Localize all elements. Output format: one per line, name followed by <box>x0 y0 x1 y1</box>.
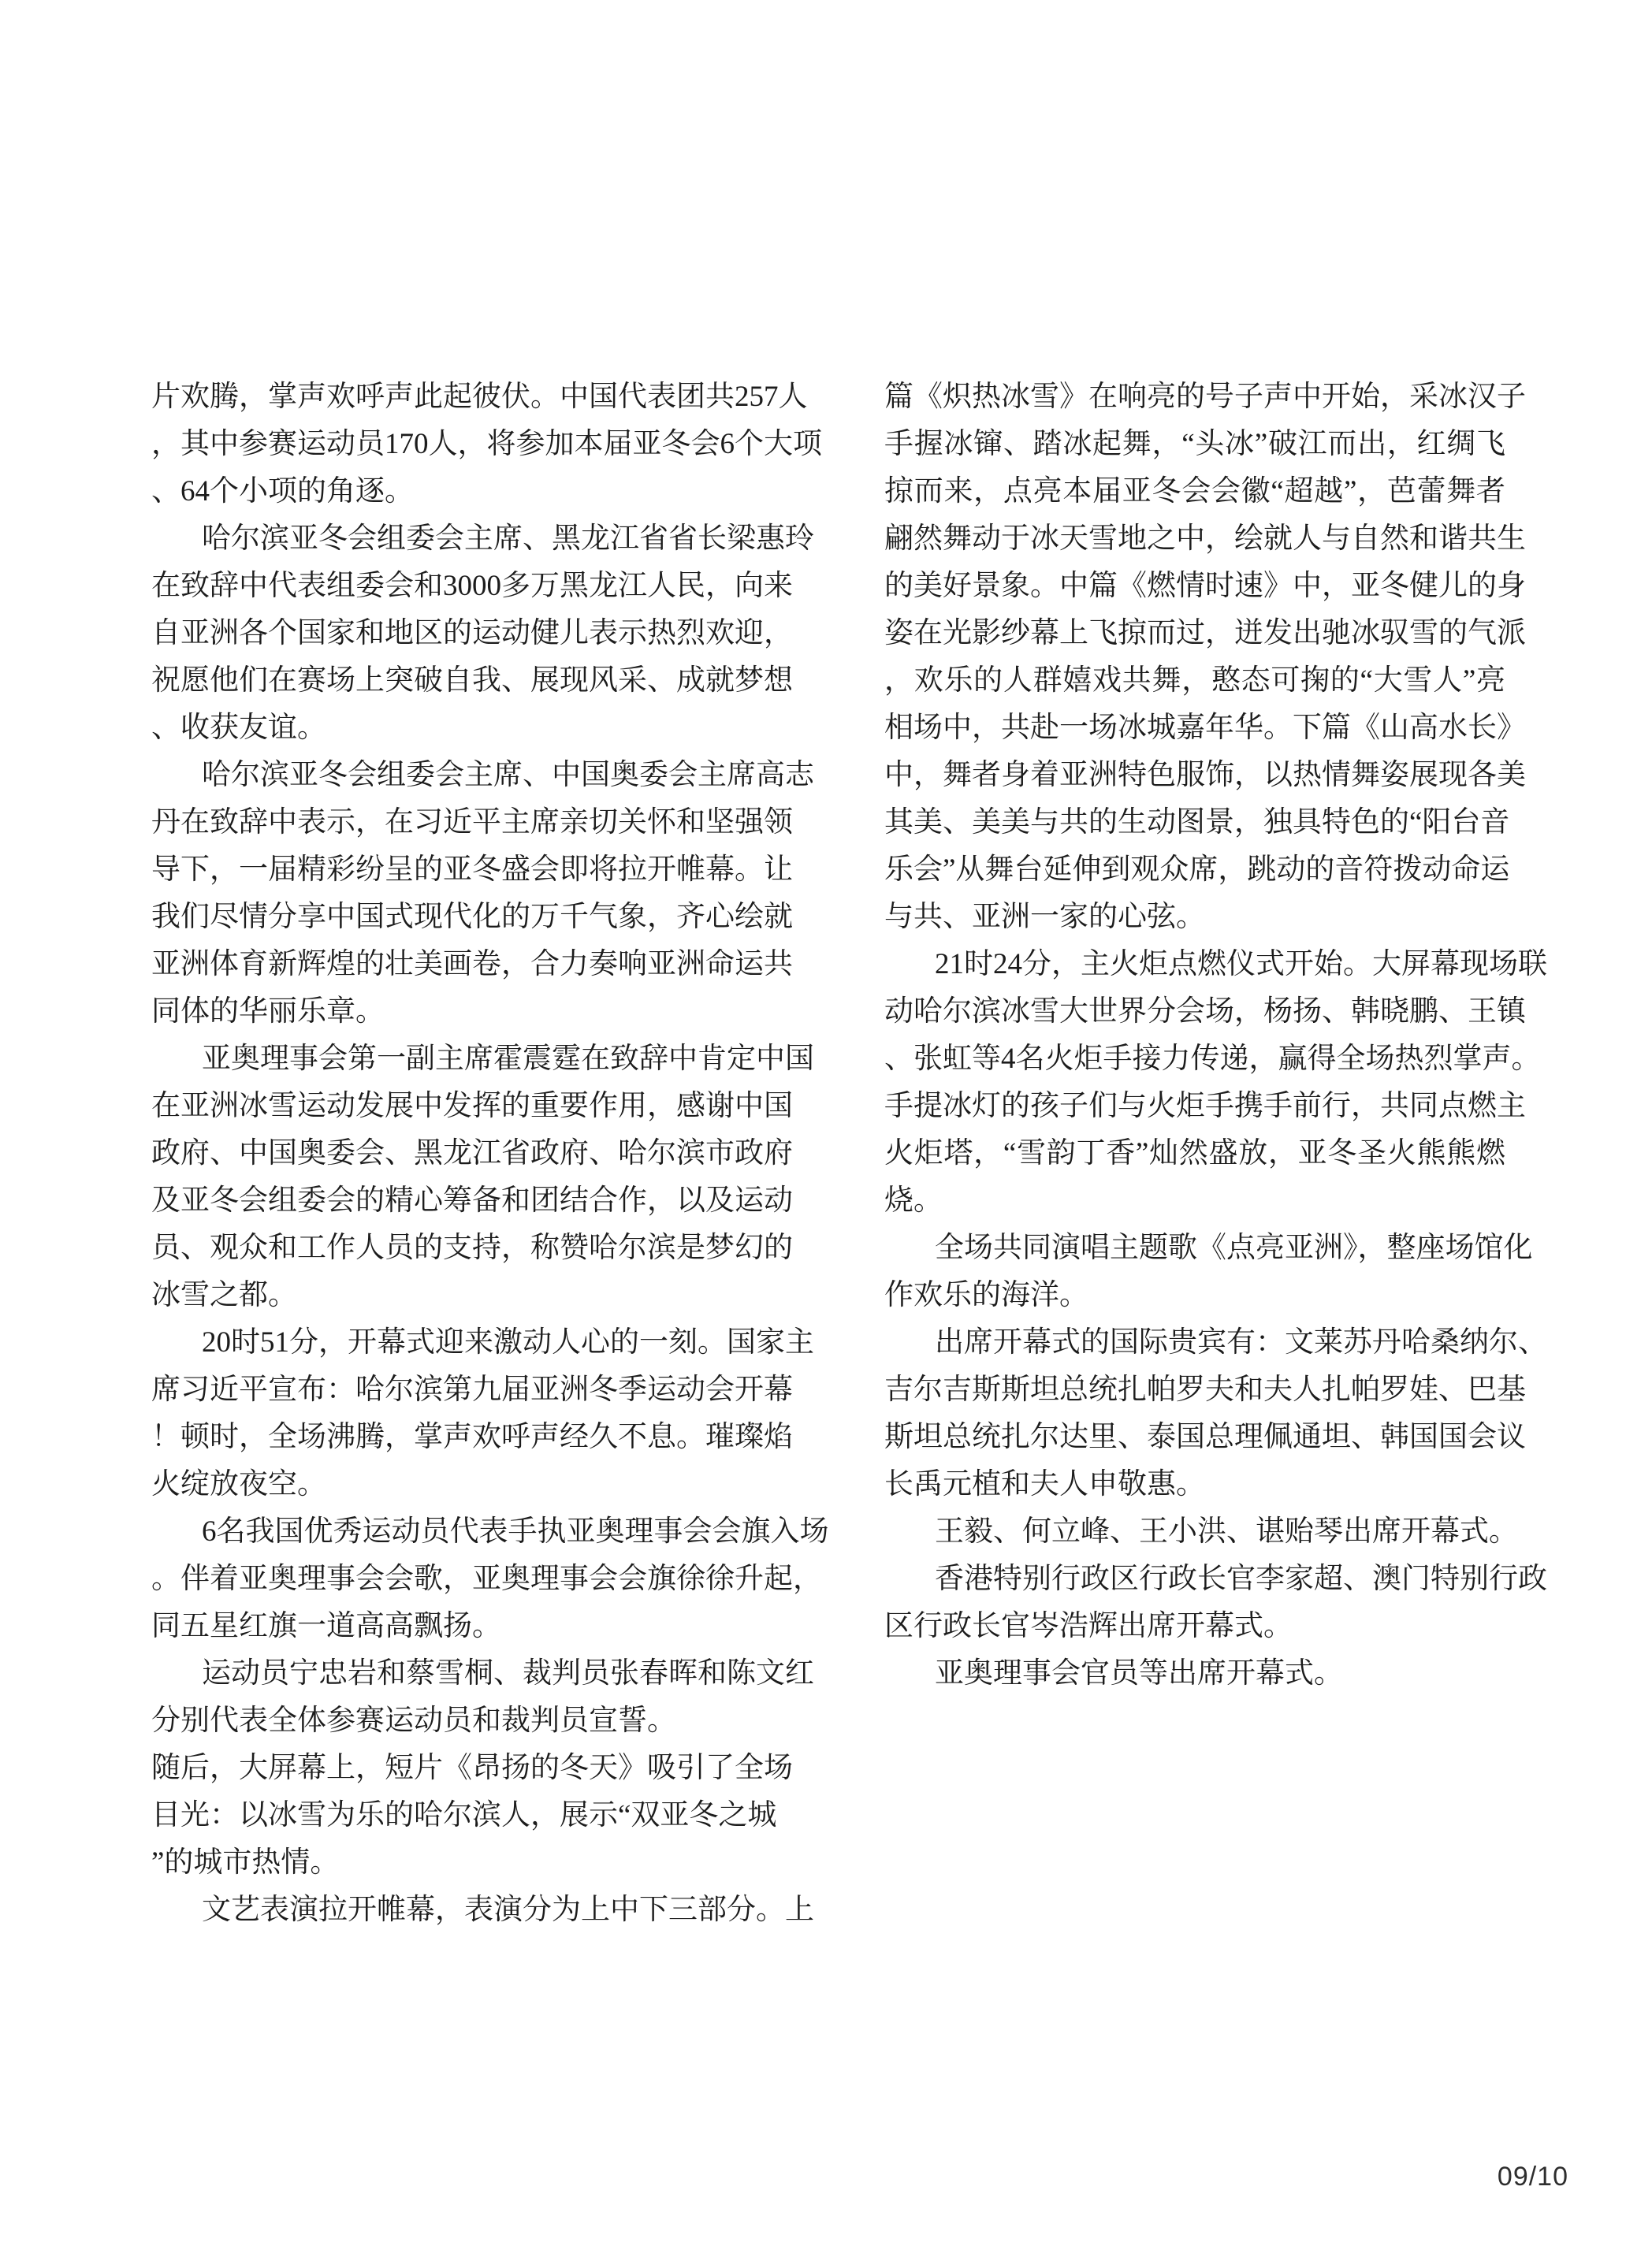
text-line: 与共、亚洲一家的心弦。 <box>884 901 1205 933</box>
text-line: 长禹元植和夫人申敬惠。 <box>884 1468 1205 1500</box>
text-line: 香港特别行政区行政长官李家超、澳门特别行政 <box>935 1563 1547 1595</box>
text-line: 亚奥理事会官员等出席开幕式。 <box>935 1657 1343 1690</box>
text-line: 火绽放夜空。 <box>151 1468 326 1500</box>
text-line: 、64个小项的角逐。 <box>151 475 414 508</box>
text-line: 动哈尔滨冰雪大世界分会场，杨扬、韩晓鹏、王镇 <box>884 995 1526 1028</box>
text-line: 亚洲体育新辉煌的壮美画卷，合力奏响亚洲命运共 <box>151 948 793 980</box>
text-line: 导下，一届精彩纷呈的亚冬盛会即将拉开帷幕。让 <box>151 853 793 886</box>
text-line: 吉尔吉斯斯坦总统扎帕罗夫和夫人扎帕罗娃、巴基 <box>884 1374 1526 1406</box>
text-line: 6名我国优秀运动员代表手执亚奥理事会会旗入场 <box>202 1515 829 1548</box>
text-line: 火炬塔，“雪韵丁香”灿然盛放，亚冬圣火熊熊燃 <box>884 1137 1505 1169</box>
text-line: 姿在光影纱幕上飞掠而过，迸发出驰冰驭雪的气派 <box>884 617 1526 649</box>
text-line: 政府、中国奥委会、黑龙江省政府、哈尔滨市政府 <box>151 1137 793 1169</box>
left-column <box>151 374 829 1934</box>
text-line: 全场共同演唱主题歌《点亮亚洲》，整座场馆化 <box>935 1232 1533 1264</box>
text-line: 手握冰镩、踏冰起舞，“头冰”破江而出，红绸飞 <box>884 428 1505 460</box>
text-line: 20时51分，开幕式迎来激动人心的一刻。国家主 <box>202 1326 814 1359</box>
text-line: 、收获友谊。 <box>151 712 326 744</box>
text-line: ，其中参赛运动员170人，将参加本届亚冬会6个大项 <box>151 428 822 460</box>
text-line: 乐会”从舞台延伸到观众席，跳动的音符拨动命运 <box>884 853 1510 886</box>
text-line: 祝愿他们在赛场上突破自我、展现风采、成就梦想 <box>151 664 793 697</box>
text-line: 哈尔滨亚冬会组委会主席、中国奥委会主席高志 <box>202 759 814 791</box>
text-line: 及亚冬会组委会的精心筹备和团结合作，以及运动 <box>151 1184 793 1217</box>
text-line: 作欢乐的海洋。 <box>884 1279 1088 1311</box>
text-line: ”的城市热情。 <box>151 1846 340 1879</box>
text-line: 亚奥理事会第一副主席霍震霆在致辞中肯定中国 <box>202 1043 814 1075</box>
text-line: 、张虹等4名火炬手接力传递，赢得全场热烈掌声。 <box>884 1043 1541 1075</box>
text-line: 片欢腾，掌声欢呼声此起彼伏。中国代表团共257人 <box>151 381 808 413</box>
text-line: 烧。 <box>884 1184 943 1217</box>
text-line: 席习近平宣布：哈尔滨第九届亚洲冬季运动会开幕 <box>151 1374 793 1406</box>
text-line: 在亚洲冰雪运动发展中发挥的重要作用，感谢中国 <box>151 1090 793 1122</box>
text-line: 手提冰灯的孩子们与火炬手携手前行，共同点燃主 <box>884 1090 1526 1122</box>
text-line: 。伴着亚奥理事会会歌，亚奥理事会会旗徐徐升起， <box>151 1563 822 1595</box>
text-line: 其美、美美与共的生动图景，独具特色的“阳台音 <box>884 806 1510 838</box>
text-line: 同体的华丽乐章。 <box>151 995 385 1028</box>
text-line: 中，舞者身着亚洲特色服饰，以热情舞姿展现各美 <box>884 759 1526 791</box>
text-line: 区行政长官岑浩辉出席开幕式。 <box>884 1610 1293 1642</box>
page-number: 09/10 <box>1497 2162 1568 2192</box>
text-line: 随后，大屏幕上，短片《昂扬的冬天》吸引了全场 <box>151 1752 793 1784</box>
text-line: 员、观众和工作人员的支持，称赞哈尔滨是梦幻的 <box>151 1232 793 1264</box>
text-line: 在致辞中代表组委会和3000多万黑龙江人民，向来 <box>151 570 793 602</box>
text-line: 掠而来，点亮本届亚冬会会徽“超越”，芭蕾舞者 <box>884 475 1505 508</box>
text-line: 冰雪之都。 <box>151 1279 297 1311</box>
text-line: 运动员宁忠岩和蔡雪桐、裁判员张春晖和陈文红 <box>202 1657 814 1690</box>
text-line: 哈尔滨亚冬会组委会主席、黑龙江省省长梁惠玲 <box>202 522 814 555</box>
text-line: 的美好景象。中篇《燃情时速》中，亚冬健儿的身 <box>884 570 1526 602</box>
text-line: 斯坦总统扎尔达里、泰国总理佩通坦、韩国国会议 <box>884 1421 1526 1453</box>
text-line: 目光：以冰雪为乐的哈尔滨人，展示“双亚冬之城 <box>151 1799 777 1831</box>
text-line: 同五星红旗一道高高飘扬。 <box>151 1610 501 1642</box>
text-line: 自亚洲各个国家和地区的运动健儿表示热烈欢迎， <box>151 617 793 649</box>
text-line: 文艺表演拉开帷幕，表演分为上中下三部分。上 <box>202 1894 814 1926</box>
text-line: 丹在致辞中表示，在习近平主席亲切关怀和坚强领 <box>151 806 793 838</box>
text-line: 翩然舞动于冰天雪地之中，绘就人与自然和谐共生 <box>884 522 1526 555</box>
text-line: ，欢乐的人群嬉戏共舞，憨态可掬的“大雪人”亮 <box>884 664 1505 697</box>
right-column <box>884 374 1547 1697</box>
text-line: 分别代表全体参赛运动员和裁判员宣誓。 <box>151 1705 676 1737</box>
text-line: ！顿时，全场沸腾，掌声欢呼声经久不息。璀璨焰 <box>151 1421 793 1453</box>
text-line: 我们尽情分享中国式现代化的万千气象，齐心绘就 <box>151 901 793 933</box>
text-line: 篇《炽热冰雪》在响亮的号子声中开始，采冰汉子 <box>884 381 1526 413</box>
text-line: 出席开幕式的国际贵宾有：文莱苏丹哈桑纳尔、 <box>935 1326 1547 1359</box>
text-line: 王毅、何立峰、王小洪、谌贻琴出席开幕式。 <box>935 1515 1518 1548</box>
text-line: 21时24分，主火炬点燃仪式开始。大屏幕现场联 <box>935 948 1547 980</box>
text-line: 相场中，共赴一场冰城嘉年华。下篇《山高水长》 <box>884 712 1526 744</box>
